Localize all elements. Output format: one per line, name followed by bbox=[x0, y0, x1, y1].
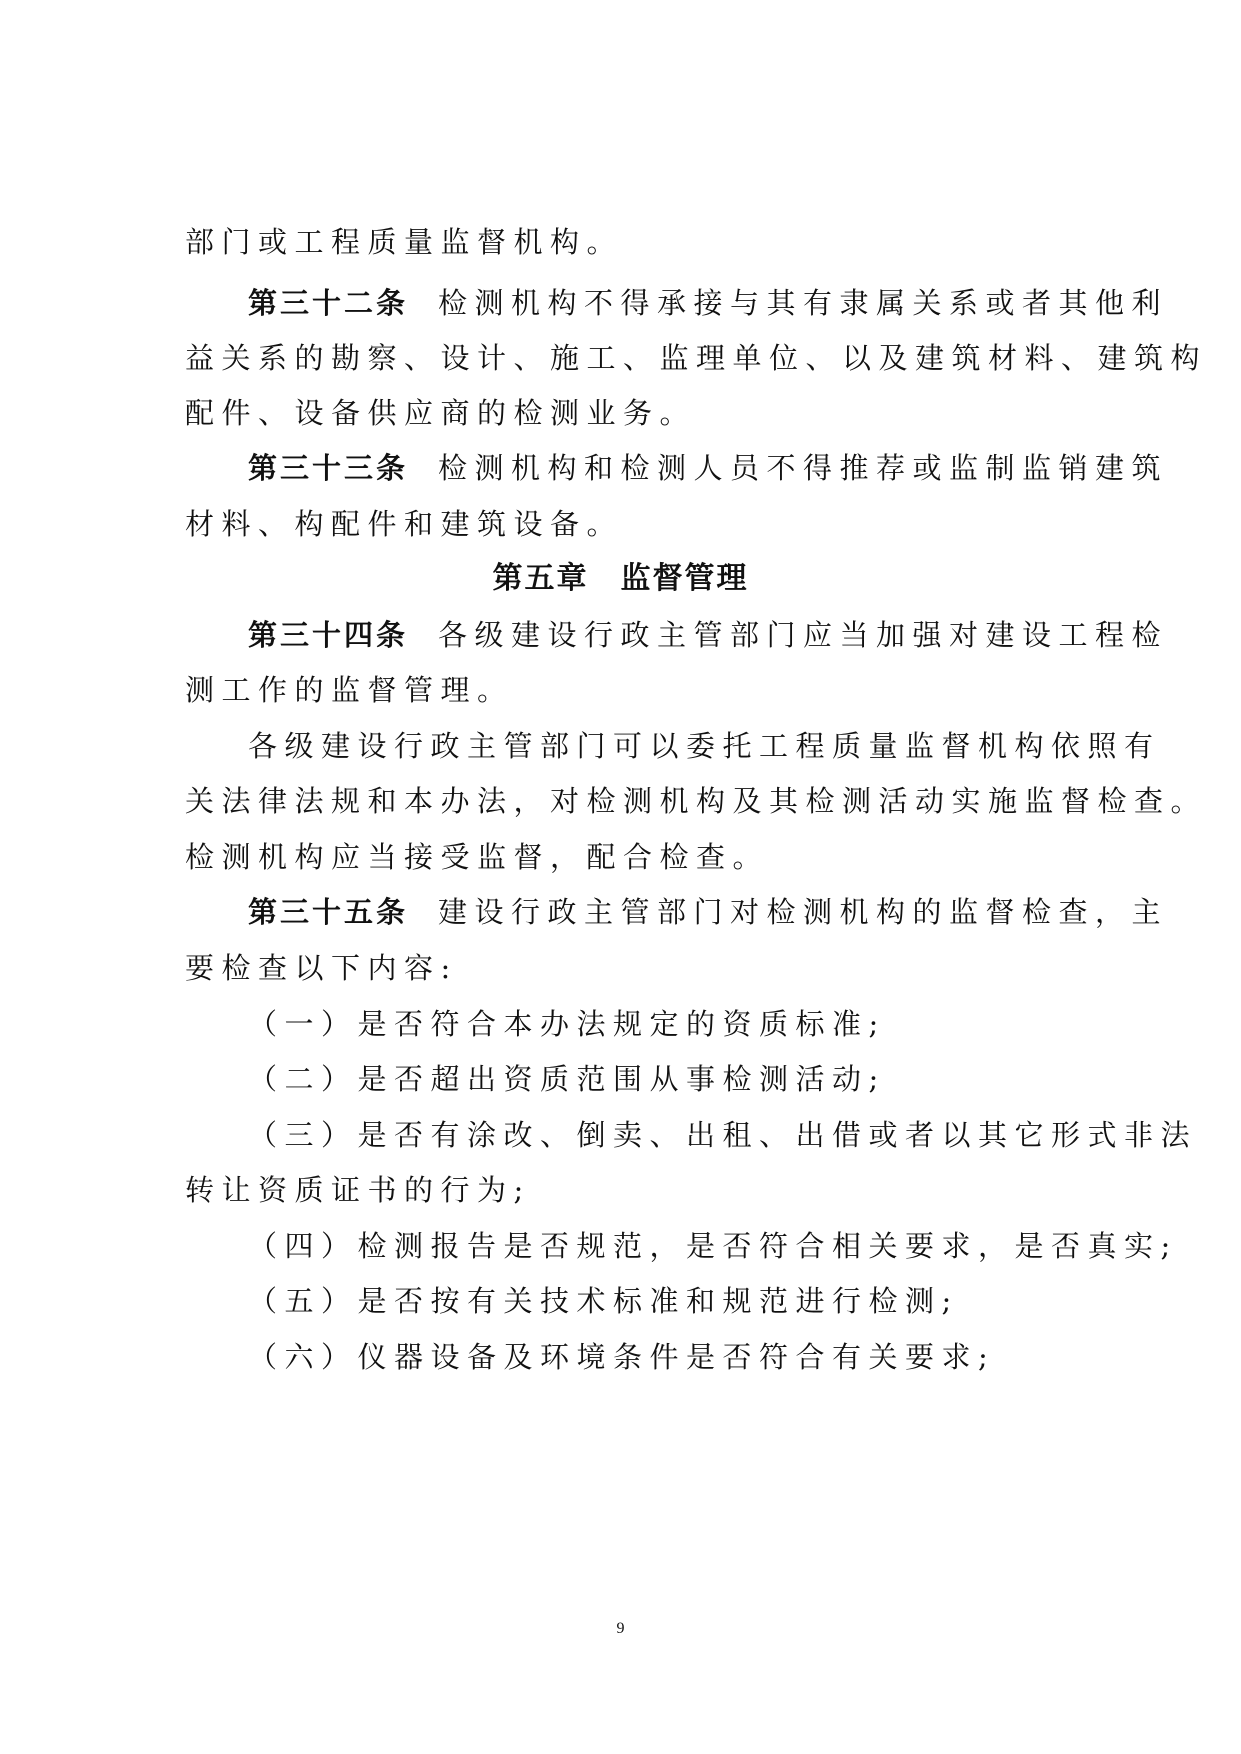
article-text: 检测机构和检测人员不得推荐或监制监销建筑 bbox=[438, 451, 1169, 485]
body-line: 要检查以下内容: bbox=[185, 951, 458, 985]
list-item: （五）是否按有关技术标准和规范进行检测; bbox=[248, 1284, 959, 1318]
article-number: 第三十三条 bbox=[248, 451, 409, 485]
list-item: （三）是否有涂改、倒卖、出租、出借或者以其它形式非法 bbox=[248, 1118, 1198, 1152]
article-line bbox=[248, 272, 1188, 334]
chapter-heading: 第五章 监督管理 bbox=[492, 561, 749, 596]
body-line: 各级建设行政主管部门可以委托工程质量监督机构依照有 bbox=[248, 729, 1161, 763]
article-text: 检测机构不得承接与其有隶属关系或者其他利 bbox=[438, 286, 1169, 320]
article-line bbox=[248, 881, 1188, 943]
body-line: 测工作的监督管理。 bbox=[185, 673, 514, 707]
article-number: 第三十五条 bbox=[248, 895, 409, 929]
article-text: 建设行政主管部门对检测机构的监督检查，主 bbox=[438, 895, 1169, 929]
article-number: 第三十二条 bbox=[248, 286, 409, 320]
body-line: 材料、构配件和建筑设备。 bbox=[185, 507, 624, 541]
body-line: 部门或工程质量监督机构。 bbox=[185, 225, 624, 259]
body-line: 转让资质证书的行为; bbox=[185, 1173, 531, 1207]
list-item: （四）检测报告是否规范，是否符合相关要求，是否真实; bbox=[248, 1229, 1178, 1263]
list-item: （六）仪器设备及环境条件是否符合有关要求; bbox=[248, 1340, 996, 1374]
article-text: 各级建设行政主管部门应当加强对建设工程检 bbox=[438, 618, 1169, 652]
article-number: 第三十四条 bbox=[248, 618, 409, 652]
body-line: 配件、设备供应商的检测业务。 bbox=[185, 396, 697, 430]
body-line: 益关系的勘察、设计、施工、监理单位、以及建筑材料、建筑构 bbox=[185, 341, 1208, 375]
article-line bbox=[248, 604, 1188, 666]
page-number: 9 bbox=[616, 1620, 625, 1637]
article-line bbox=[248, 437, 1188, 499]
list-item: （一）是否符合本办法规定的资质标准; bbox=[248, 1007, 886, 1041]
body-line: 关法律法规和本办法，对检测机构及其检测活动实施监督检查。 bbox=[185, 784, 1208, 818]
list-item: （二）是否超出资质范围从事检测活动; bbox=[248, 1062, 886, 1096]
body-line: 检测机构应当接受监督，配合检查。 bbox=[185, 840, 770, 874]
